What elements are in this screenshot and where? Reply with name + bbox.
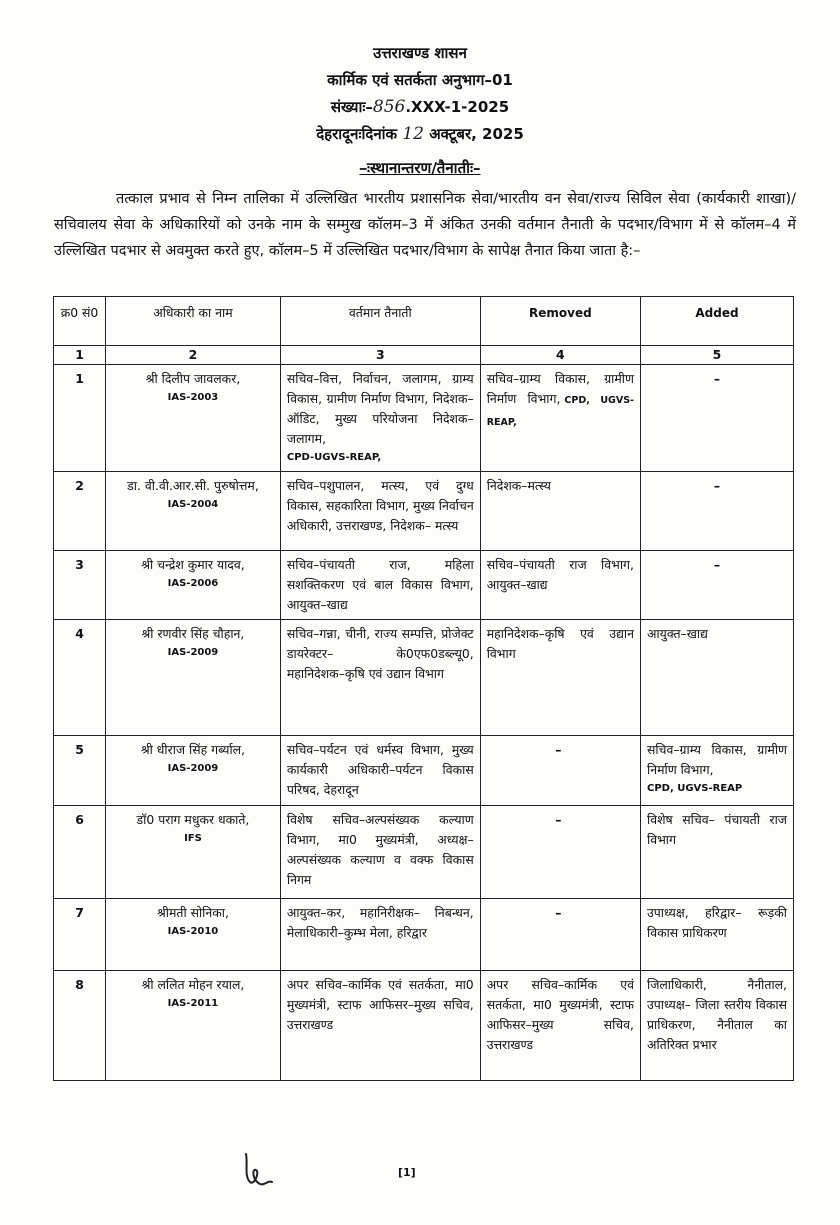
- serial-cell: [54, 365, 106, 472]
- added-cell: [640, 899, 793, 971]
- current-posting-text: सचिव–वित्त, निर्वाचन, जलागम, ग्राम्य विकास, ग्रामीण निर्माण विभाग, निदेशक–ऑडिट, मुख्य परियोजना निदेशक–जलागम,: [286, 371, 474, 446]
- header-current-posting: वर्तमान तैनाती: [280, 297, 480, 346]
- service-batch: IAS-2009: [167, 763, 219, 774]
- service-batch: IAS-2009: [167, 647, 219, 658]
- officer-cell: [106, 899, 281, 971]
- current-posting-text: सचिव–गन्ना, चीनी, राज्य सम्पत्ति, प्रोजेक्ट डायरेक्टर– के0एफ0डब्ल्यू0, महानिदेशक–कृषि एवं उद्यान विभाग: [286, 626, 474, 681]
- officer-cell: [106, 365, 281, 472]
- serial-cell: [54, 620, 106, 736]
- officer-cell: [106, 551, 281, 620]
- serial-number: 6: [75, 812, 84, 827]
- removed-text: महानिदेशक–कृषि एवं उद्यान विभाग: [486, 626, 634, 661]
- added-text: आयुक्त–खाद्य: [646, 626, 708, 641]
- serial-cell: [54, 971, 106, 1081]
- service-batch: IAS-2006: [167, 578, 219, 589]
- officer-cell: [106, 971, 281, 1081]
- current-posting-cell: [280, 899, 480, 971]
- officer-name: श्रीमती सोनिका,: [156, 905, 229, 920]
- letter-header: [0, 40, 840, 148]
- header-serial: क्र0 सं0: [54, 297, 106, 346]
- transfer-table: [53, 296, 794, 1081]
- signature-mark: [238, 1150, 278, 1190]
- removed-cell: [480, 736, 640, 806]
- officer-name: श्री धीराज सिंह गर्ब्याल,: [140, 742, 246, 757]
- serial-number: 8: [75, 977, 84, 992]
- table-row: [54, 806, 794, 899]
- table-row: [54, 551, 794, 620]
- serial-cell: [54, 551, 106, 620]
- page-number: [1]: [398, 1166, 416, 1179]
- removed-text: –: [555, 905, 562, 920]
- serial-number: 7: [75, 905, 84, 920]
- removed-text: निदेशक–मत्स्य: [486, 478, 551, 493]
- table-row: [54, 736, 794, 806]
- added-cell: [640, 971, 793, 1081]
- officer-name: डा. वी.वी.आर.सी. पुरुषोत्तम,: [127, 478, 259, 493]
- officer-cell: [106, 806, 281, 899]
- added-text: विशेष सचिव– पंचायती राज विभाग: [646, 812, 787, 847]
- govt-name: उत्तराखण्ड शासन: [373, 44, 467, 62]
- removed-text: सचिव–ग्राम्य विकास, ग्रामीण निर्माण विभाग,: [486, 371, 634, 406]
- officer-name: श्री दिलीप जावलकर,: [145, 371, 241, 386]
- table-row: [54, 365, 794, 472]
- serial-number: 3: [75, 557, 84, 572]
- department-name: कार्मिक एवं सतर्कता अनुभाग–01: [327, 71, 513, 89]
- current-posting-text: सचिव–पंचायती राज, महिला सशक्तिकरण एवं बाल विकास विभाग, आयुक्त–खाद्य: [286, 557, 474, 612]
- header-officer-name: अधिकारी का नाम: [106, 297, 281, 346]
- letter-date: देहरादूनःदिनांक 12 अक्टूबर, 2025: [316, 124, 524, 144]
- service-batch: IAS-2003: [167, 392, 219, 403]
- removed-text: अपर सचिव–कार्मिक एवं सतर्कता, मा0 मुख्यमंत्री, स्टाफ आफिसर–मुख्य सचिव, उत्तराखण्ड: [486, 977, 634, 1052]
- officer-cell: [106, 472, 281, 551]
- added-text: –: [713, 478, 721, 493]
- col-number: 4: [480, 346, 640, 365]
- table-header-row: [54, 297, 794, 346]
- added-code: CPD, UGVS-REAP: [646, 783, 743, 794]
- subject-line: –ःस्थानान्तरण/तैनातीः–: [359, 159, 481, 177]
- column-number-row: [54, 346, 794, 365]
- removed-cell: [480, 365, 640, 472]
- service-batch: IAS-2010: [167, 926, 219, 937]
- header-added: Added: [640, 297, 793, 346]
- removed-cell: [480, 551, 640, 620]
- officer-name: श्री चन्द्रेश कुमार यादव,: [141, 557, 245, 572]
- serial-cell: [54, 736, 106, 806]
- current-posting-cell: [280, 620, 480, 736]
- current-posting-text: सचिव–पशुपालन, मत्स्य, एवं दुग्ध विकास, सहकारिता विभाग, मुख्य निर्वाचन अधिकारी, उत्तराखण्ड, निदेशक– मत्स्य: [286, 478, 474, 533]
- current-posting-cell: [280, 736, 480, 806]
- service-batch: IFS: [184, 833, 202, 844]
- current-posting-text: विशेष सचिव–अल्पसंख्यक कल्याण विभाग, मा0 मुख्यमंत्री, अध्यक्ष– अल्पसंख्यक कल्याण व वक्फ विकास निगम: [286, 812, 474, 887]
- table-row: [54, 971, 794, 1081]
- current-posting-code: CPD-UGVS-REAP,: [286, 452, 382, 463]
- current-posting-cell: [280, 472, 480, 551]
- added-cell: [640, 365, 793, 472]
- added-text: जिलाधिकारी, नैनीताल, उपाध्यक्ष– जिला स्तरीय विकास प्राधिकरण, नैनीताल का अतिरिक्त प्रभार: [646, 977, 787, 1052]
- serial-number: 1: [75, 371, 84, 386]
- removed-text: –: [555, 742, 562, 757]
- table-row: [54, 620, 794, 736]
- serial-cell: [54, 899, 106, 971]
- serial-cell: [54, 472, 106, 551]
- added-text: –: [713, 557, 721, 572]
- col-number: 5: [640, 346, 793, 365]
- officer-name: श्री रणवीर सिंह चौहान,: [141, 626, 245, 641]
- handwritten-date: 12: [402, 124, 424, 144]
- header-removed: Removed: [480, 297, 640, 346]
- current-posting-text: अपर सचिव–कार्मिक एवं सतर्कता, मा0 मुख्यमंत्री, स्टाफ आफिसर–मुख्य सचिव, उत्तराखण्ड: [286, 977, 474, 1032]
- serial-number: 4: [75, 626, 84, 641]
- current-posting-text: सचिव–पर्यटन एवं धर्मस्व विभाग, मुख्य कार्यकारी अधिकारी–पर्यटन विकास परिषद, देहरादून: [286, 742, 474, 797]
- service-batch: IAS-2004: [167, 499, 219, 510]
- current-posting-text: आयुक्त–कर, महानिरीक्षक– निबन्धन, मेलाधिकारी–कुम्भ मेला, हरिद्वार: [286, 905, 474, 940]
- current-posting-cell: [280, 365, 480, 472]
- col-number: 1: [54, 346, 106, 365]
- service-batch: IAS-2011: [167, 998, 219, 1009]
- added-cell: [640, 806, 793, 899]
- added-text: –: [713, 371, 721, 386]
- serial-cell: [54, 806, 106, 899]
- officer-name: श्री ललित मोहन रयाल,: [141, 977, 245, 992]
- added-cell: [640, 551, 793, 620]
- officer-cell: [106, 620, 281, 736]
- removed-cell: [480, 971, 640, 1081]
- removed-cell: [480, 899, 640, 971]
- removed-cell: [480, 806, 640, 899]
- handwritten-number: 856: [372, 97, 406, 117]
- serial-number: 5: [75, 742, 84, 757]
- removed-cell: [480, 620, 640, 736]
- current-posting-cell: [280, 971, 480, 1081]
- removed-text: सचिव–पंचायती राज विभाग, आयुक्त–खाद्य: [486, 557, 634, 592]
- removed-text: –: [555, 812, 562, 827]
- current-posting-cell: [280, 806, 480, 899]
- added-cell: [640, 472, 793, 551]
- col-number: 2: [106, 346, 281, 365]
- table-row: [54, 899, 794, 971]
- officer-cell: [106, 736, 281, 806]
- removed-code: CPD, UGVS-REAP,: [486, 395, 634, 428]
- added-text: उपाध्यक्ष, हरिद्वार– रूड़की विकास प्राधिकरण: [646, 905, 787, 940]
- removed-cell: [480, 472, 640, 551]
- table-row: [54, 472, 794, 551]
- added-cell: [640, 620, 793, 736]
- officer-name: डॉ0 पराग मधुकर धकाते,: [136, 812, 250, 827]
- current-posting-cell: [280, 551, 480, 620]
- added-text: सचिव–ग्राम्य विकास, ग्रामीण निर्माण विभाग,: [646, 742, 787, 777]
- intro-paragraph: तत्काल प्रभाव से निम्न तालिका में उल्लिखित भारतीय प्रशासनिक सेवा/भारतीय वन सेवा/राज्य सिविल सेवा (कार्यकारी शाखा)/सचिवालय सेवा के अधिकारियों को उनके नाम के सम्मुख कॉलम–3 में अंकित उनकी वर्तमान तैनाती के पदभार/विभाग में से कॉलम–4 में उल्लिखित पदभार से अवमुक्त करते हुए, कॉलम–5 में उल्लिखित पदभार/विभाग के सापेक्ष तैनात किया जाता है:–: [54, 191, 796, 259]
- col-number: 3: [280, 346, 480, 365]
- added-cell: [640, 736, 793, 806]
- reference-number: संख्याः–856.XXX-1-2025: [330, 97, 510, 117]
- serial-number: 2: [75, 478, 84, 493]
